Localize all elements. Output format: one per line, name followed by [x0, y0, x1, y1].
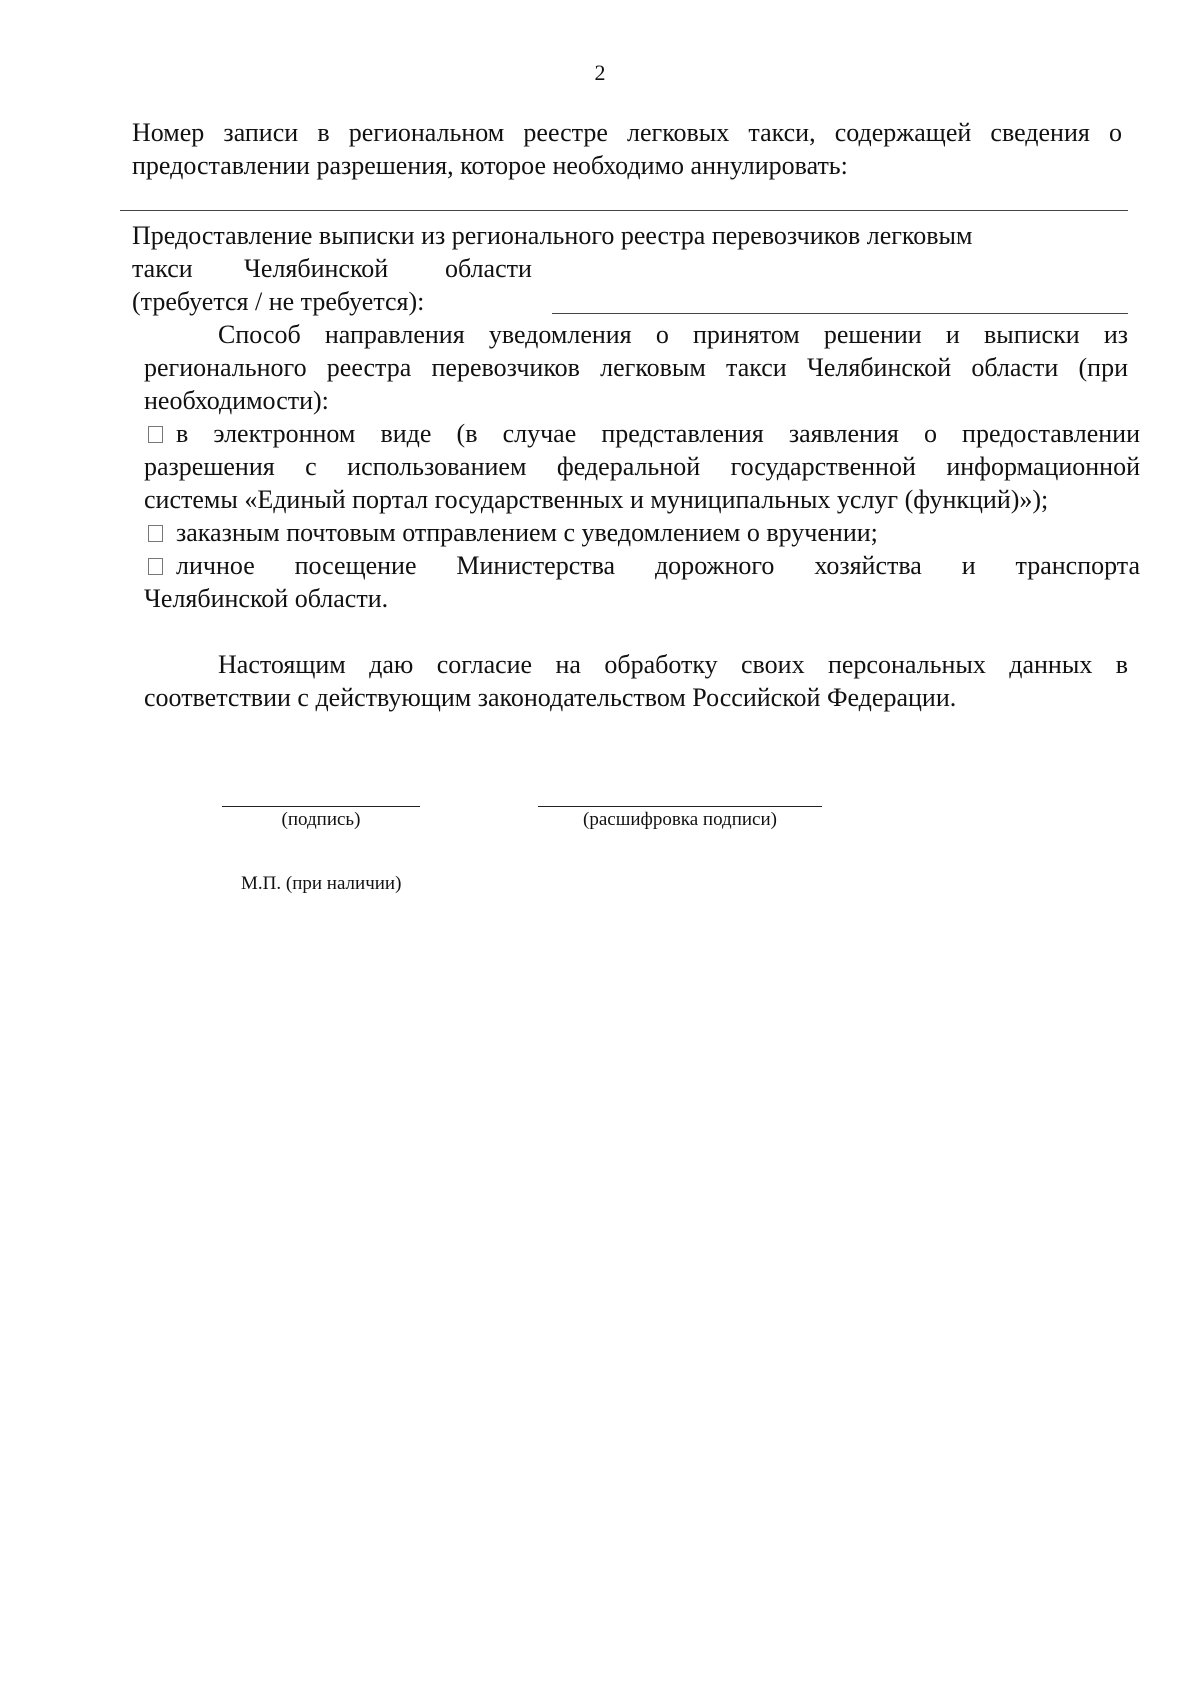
option-electronic-line-1: в электронном виде (в случае представления заявления о предоставлении [176, 419, 1140, 448]
option-personal-visit-line-1: личное посещение Министерства дорожного хозяйства и транспорта [176, 551, 1140, 580]
checkbox-personal-visit[interactable] [148, 558, 163, 575]
option-electronic-line-3: системы «Единый портал государственных и муниципальных услуг (функций)»); [144, 485, 1049, 514]
option-electronic-line-2: разрешения с использованием федеральной государственной информационной [144, 452, 1140, 481]
checkbox-registered-mail[interactable] [148, 525, 163, 542]
signature-decoding-line [538, 806, 822, 807]
checkbox-electronic[interactable] [148, 426, 163, 443]
notification-line-3: необходимости): [144, 386, 329, 415]
notification-line-2: регионального реестра перевозчиков легковым такси Челябинской области (при [144, 353, 1128, 382]
extract-line-2-word-1: такси [132, 254, 193, 283]
consent-line-1: Настоящим даю согласие на обработку своих персональных данных в [218, 650, 1128, 679]
signature-line [222, 806, 420, 807]
notification-line-1: Способ направления уведомления о принятом решении и выписки из [218, 320, 1128, 349]
extract-line-2-word-3: области [445, 254, 532, 283]
record-number-line-1: Номер записи в региональном реестре легковых такси, содержащей сведения о [132, 118, 1122, 147]
extract-line-2-word-2: Челябинской [244, 254, 389, 283]
record-number-line-2: предоставлении разрешения, которое необходимо аннулировать: [132, 151, 848, 180]
record-number-fill-line [120, 210, 1128, 211]
signature-decoding-caption: (расшифровка подписи) [583, 809, 777, 830]
extract-line-1: Предоставление выписки из регионального реестра перевозчиков легковым [132, 221, 973, 250]
extract-line-3: (требуется / не требуется): [132, 287, 425, 316]
extract-fill-line [552, 313, 1128, 314]
option-personal-visit-line-2: Челябинской области. [144, 584, 389, 613]
page-number: 2 [594, 60, 606, 85]
consent-line-2: соответствии с действующим законодательством Российской Федерации. [144, 683, 957, 712]
signature-caption: (подпись) [281, 809, 361, 830]
stamp-note: М.П. (при наличии) [241, 873, 402, 894]
option-registered-mail: заказным почтовым отправлением с уведомлением о вручении; [176, 518, 878, 547]
